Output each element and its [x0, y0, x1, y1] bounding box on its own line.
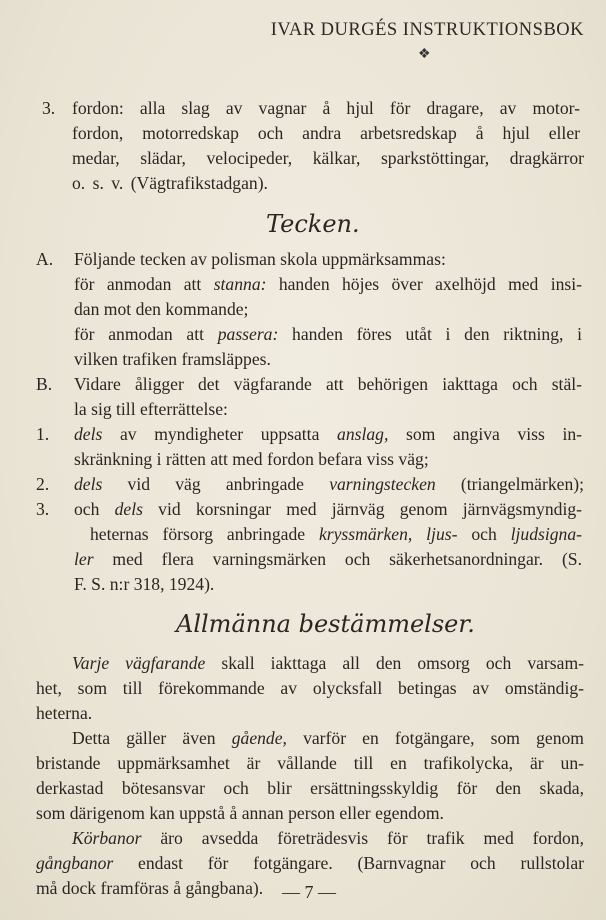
paragraph-3-line-3: må dock framföras å gångbana). — [36, 878, 264, 898]
definition-line-4: o. s. v. (Vägtrafikstadgan). — [72, 173, 268, 193]
paragraph-2-line-4: som därigenom kan uppstå å annan person eller egendom. — [36, 803, 444, 823]
definition-number: 3. — [42, 98, 56, 118]
ornament-icon: ❖ — [418, 47, 431, 62]
definition-line-2: fordon, motorredskap och andra arbetsredskap å hjul eller — [72, 123, 580, 143]
definition-line-3: medar, slädar, velocipeder, kälkar, sparkstöttingar, dragkärror — [72, 148, 584, 168]
item-a-line-4: för anmodan att passera: handen föres utåt i den riktning, i — [74, 324, 582, 344]
item-3-line-4: F. S. n:r 318, 1924). — [74, 574, 215, 594]
paragraph-1-line-1: Varje vägfarande skall iakttaga all den omsorg och varsam- — [72, 653, 584, 673]
item-2-number: 2. — [36, 474, 50, 494]
section-heading-tecken: Tecken. — [266, 210, 360, 238]
item-b-line-1: Vidare åligger det vägfarande att behörigen iakttaga och stäl- — [74, 374, 582, 394]
item-a-line-2: för anmodan att stanna: handen höjes över axelhöjd med insi- — [74, 274, 582, 294]
definition-line-1: fordon: alla slag av vagnar å hjul för dragare, av motor- — [72, 98, 580, 118]
paragraph-2-line-3: derkastad bötesansvar och blir ersättningsskyldig för den skada, — [36, 778, 584, 798]
item-b-label: B. — [36, 374, 53, 394]
paragraph-3-line-1: Körbanor äro avsedda företrädesvis för trafik med fordon, — [72, 828, 584, 848]
item-1-number: 1. — [36, 424, 50, 444]
item-3-number: 3. — [36, 499, 50, 519]
paragraph-1-line-2: het, som till förekommande av olycksfall betingas av omständig- — [36, 678, 584, 698]
section-heading-allmanna: Allmänna bestämmelser. — [176, 610, 475, 638]
page-number: — 7 — — [282, 882, 336, 902]
paragraph-3-line-2: gångbanor endast för fotgängare. (Barnvagnar och rullstolar — [36, 853, 584, 873]
paragraph-2-line-2: bristande uppmärksamhet är vållande till en trafikolycka, är un- — [36, 753, 584, 773]
item-a-label: A. — [36, 249, 54, 269]
item-2-line-1: dels vid väg anbringade varningstecken (triangelmärken); — [74, 474, 585, 494]
item-a-line-1: Följande tecken av polisman skola uppmärksammas: — [74, 249, 446, 269]
item-3-line-2: heternas försorg anbringade kryssmärken, ljus- och ljudsigna- — [90, 524, 582, 544]
item-b-line-2: la sig till efterrättelse: — [74, 399, 228, 419]
paragraph-1-line-3: heterna. — [36, 703, 93, 723]
item-3-line-3: ler med flera varningsmärken och säkerhetsanordningar. (S. — [74, 549, 582, 569]
item-3-line-1: och dels vid korsningar med järnväg genom järnvägsmyndig- — [74, 499, 582, 519]
running-head: IVAR DURGÉS INSTRUKTIONSBOK — [270, 20, 584, 40]
item-a-line-5: vilken trafiken framsläppes. — [74, 349, 271, 369]
item-1-line-2: skränkning i rätten att med fordon befara viss väg; — [74, 449, 429, 469]
paragraph-2-line-1: Detta gäller även gående, varför en fotgängare, som genom — [72, 728, 584, 748]
item-a-line-3: dan mot den kommande; — [74, 299, 249, 319]
item-1-line-1: dels av myndigheter uppsatta anslag, som angiva viss in- — [74, 424, 582, 444]
